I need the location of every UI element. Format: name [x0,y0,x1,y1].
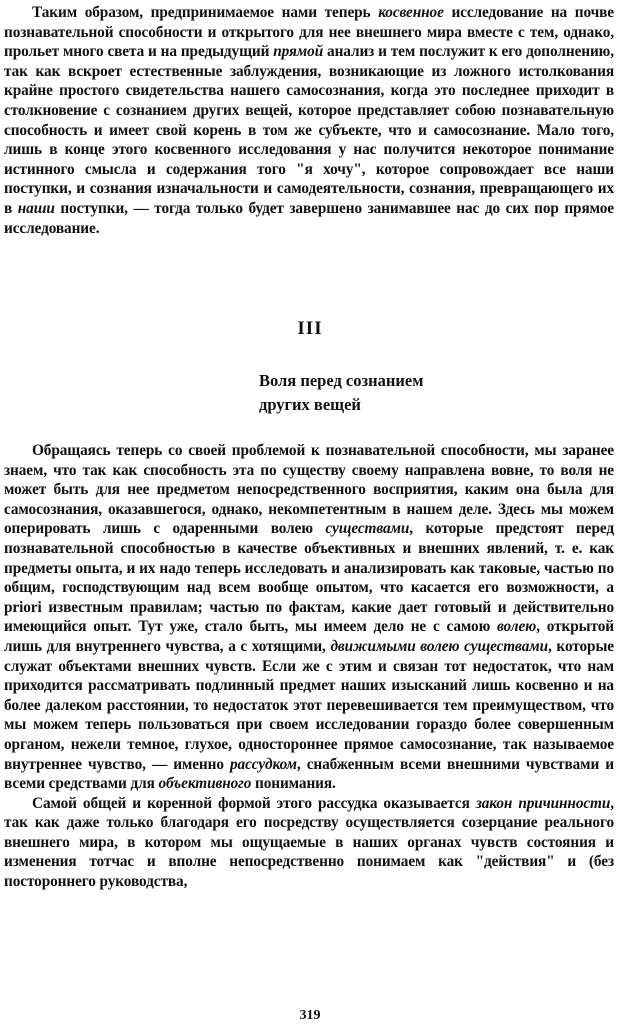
p3-text-1: Самой общей и коренной формой этого рассудка оказывается [32,794,476,812]
p2-text-3: , открытой лишь для внутреннего чувства, а с хотящими, [4,618,614,655]
p1-text-1: Таким образом, предпринимаемое нами теперь [32,4,379,21]
p1-italic-3: наши [17,199,55,217]
p3-italic-1: закон причинности [475,794,611,812]
p2-italic-1: существами [325,520,410,538]
section-title [259,369,423,417]
p1-italic-2: прямой [273,43,324,61]
p2-text-5: , снабженным всеми внешними чувствами и всеми средствами для [4,755,614,793]
page-number: 319 [299,1008,321,1023]
p1-text-3: анализ и тем послужит к его дополнению, так как вскроет естественные заблуждения, возникающие из ложного истолкования крайне простого свидетельства нашего самосознания, когда это последнее приходит в столкновение с сознанием других вещей, которое представляет собою познавательную способность и имеет свой корень в том же субъекте, что и самосознание. Мало того, лишь в конце этого косвенного исследования у нас получится некоторое понимание истинного смысла и содержания того "я хочу", которое сопровождает все наши поступки, и сознания изначальности и самодеятельности, сознания, превращающего их в [4,43,614,217]
paragraph-3 [4,794,614,892]
p2-italic-2: волею [497,618,537,636]
paragraph-2 [4,441,614,794]
p2-text-6: понимания. [251,775,336,793]
section-number: III [297,318,323,339]
p2-italic-5: объективного [158,775,252,793]
p2-italic-3: движимыми волею существами [330,637,549,655]
section-title-line-1: Воля перед сознанием [259,371,424,390]
p2-italic-4: рассудком [230,755,297,773]
section-title-line-2: других вещей [259,395,361,414]
text-block-main [4,441,614,892]
p2-text-1: Обращаясь теперь со своей проблемой к познавательной способности, мы заранее знаем, что так как способность эта по существу своему направлена вовне, то воля не может быть для нее предметом непосредственного восприятия, каким она была для самосознания, оказавшегося, однако, некомпетентным в нашем деле. Здесь мы можем оперировать лишь с одаренными волею [4,442,614,538]
p2-text-2: , которые предстоят перед познавательной способностью в качестве объективных и внешних явлений, т. е. как предметы опыта, и их надо теперь исследовать и анализировать как таковые, частью по общим, господствующим над всем вообще опытом, что касается его возможности, а priori известным правилам; частью по фактам, какие дает готовый и действительно имеющийся опыт. Тут уже, стало быть, мы имеем дело не с самою [4,520,614,636]
paragraph-1 [4,3,614,238]
text-block-top [4,3,614,238]
p1-text-2: исследование на почве познавательной способности и открытого для нее внешнего мира вместе с тем, однако, прольет много света и на предыдущий [4,4,614,61]
p1-italic-1: косвенное [378,4,444,21]
p2-text-4: , которые служат объектами внешних чувств. Если же с этим и связан тот недостаток, что нам приходится рассматривать подлинный предмет наших изысканий лишь косвенно и на более далеком расстоянии, то недостаток этот перевешивается тем преимуществом, что мы можем теперь пользоваться при своем исследовании гораздо более совершенным органом, нежели темное, глухое, одностороннее прямое самосознание, так называемое внутреннее чувство, — именно [4,637,614,773]
p3-text-2: , так как даже только благодаря его посредству осуществляется созерцание реального внешнего мира, в котором мы ощущаемые в наших органах чувств состояния и изменения тотчас и вполне непосредственно понимаем как "действия" и (без постороннего руководства, [4,794,614,891]
p1-text-4: поступки, — тогда только будет завершено занимавшее нас до сих пор прямое исследование. [4,199,614,237]
